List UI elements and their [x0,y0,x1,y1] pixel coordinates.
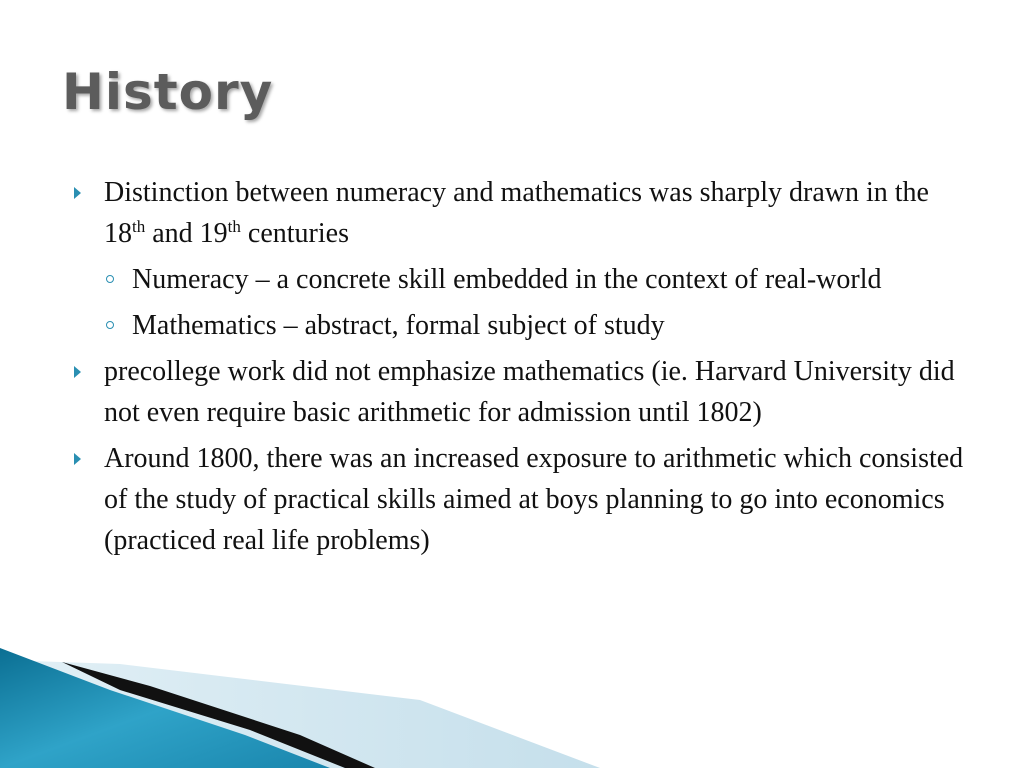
bullet-text: and 19 [145,218,228,249]
triangle-right-icon [74,187,81,199]
slide-title: History [62,63,274,121]
bullet-item [74,172,974,254]
slide-content [74,172,974,566]
sub-bullet-text: Mathematics – abstract, formal subject of study [132,310,665,341]
sub-bullet-text: Numeracy – a concrete skill embedded in the context of real-world [132,264,882,295]
bullet-text: centuries [240,218,349,249]
sub-bullet-item [74,259,974,300]
bullet-text: Distinction between numeracy and mathematics was sharply drawn in the 18 [104,177,929,249]
bullet-text: Around 1800, there was an increased exposure to arithmetic which consisted of the study of practical skills aimed at boys planning to go into economics (practiced real life problems) [104,443,964,556]
bullet-item [74,438,974,561]
ordinal-suffix: th [132,217,146,236]
triangle-right-icon [74,366,81,378]
sub-bullet-item [74,305,974,346]
bullet-text: precollege work did not emphasize mathematics (ie. Harvard University did not even require basic arithmetic for admission until 1802) [104,356,955,428]
triangle-right-icon [74,453,81,465]
ring-bullet-icon [106,321,114,329]
ordinal-suffix: th [227,217,241,236]
bullet-item [74,351,974,433]
ring-bullet-icon [106,275,114,283]
